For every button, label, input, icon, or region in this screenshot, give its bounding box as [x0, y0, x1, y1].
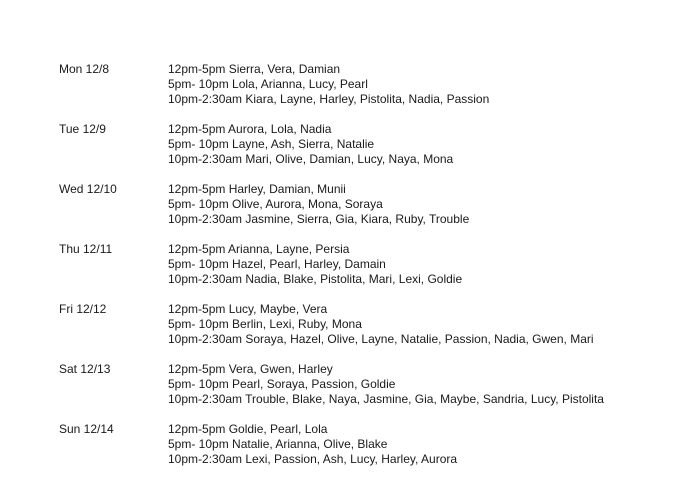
shift-line: 10pm-2:30am Nadia, Blake, Pistolita, Mari, Lexi, Goldie: [168, 272, 463, 286]
day-label: Thu 12/11: [59, 242, 113, 256]
day-block-mon: [59, 62, 679, 107]
shift-line: 5pm- 10pm Hazel, Pearl, Harley, Damain: [168, 257, 386, 271]
day-label: Tue 12/9: [59, 122, 106, 136]
day-block-tue: [59, 122, 679, 167]
shift-line: 12pm-5pm Harley, Damian, Munii: [168, 182, 346, 196]
day-label: Wed 12/10: [59, 182, 117, 196]
shift-line: 10pm-2:30am Trouble, Blake, Naya, Jasmine, Gia, Maybe, Sandria, Lucy, Pistolita: [168, 392, 604, 406]
shift-line: 10pm-2:30am Jasmine, Sierra, Gia, Kiara, Ruby, Trouble: [168, 212, 470, 226]
day-label: Fri 12/12: [59, 302, 107, 316]
shift-list: [168, 122, 679, 167]
shift-line: 5pm- 10pm Berlin, Lexi, Ruby, Mona: [168, 317, 362, 331]
shift-line: 5pm- 10pm Olive, Aurora, Mona, Soraya: [168, 197, 383, 211]
day-label: Sat 12/13: [59, 362, 111, 376]
shift-line: 12pm-5pm Aurora, Lola, Nadia: [168, 122, 332, 136]
shift-list: [168, 242, 679, 287]
shift-line: 12pm-5pm Lucy, Maybe, Vera: [168, 302, 328, 316]
day-block-sat: [59, 362, 679, 407]
shift-line: 12pm-5pm Vera, Gwen, Harley: [168, 362, 333, 376]
shift-list: [168, 302, 679, 347]
weekly-schedule: [59, 62, 679, 482]
shift-line: 12pm-5pm Sierra, Vera, Damian: [168, 62, 341, 76]
day-block-sun: [59, 422, 679, 467]
shift-line: 5pm- 10pm Natalie, Arianna, Olive, Blake: [168, 437, 388, 451]
shift-line: 5pm- 10pm Pearl, Soraya, Passion, Goldie: [168, 377, 396, 391]
shift-line: 12pm-5pm Goldie, Pearl, Lola: [168, 422, 328, 436]
shift-list: [168, 422, 679, 467]
day-label: Mon 12/8: [59, 62, 110, 76]
shift-line: 5pm- 10pm Lola, Arianna, Lucy, Pearl: [168, 77, 368, 91]
shift-list: [168, 62, 679, 107]
shift-line: 10pm-2:30am Lexi, Passion, Ash, Lucy, Harley, Aurora: [168, 452, 458, 466]
shift-line: 5pm- 10pm Layne, Ash, Sierra, Natalie: [168, 137, 375, 151]
day-block-wed: [59, 182, 679, 227]
shift-list: [168, 362, 679, 407]
day-block-fri: [59, 302, 679, 347]
shift-line: 10pm-2:30am Soraya, Hazel, Olive, Layne, Natalie, Passion, Nadia, Gwen, Mari: [168, 332, 594, 346]
shift-line: 10pm-2:30am Mari, Olive, Damian, Lucy, Naya, Mona: [168, 152, 454, 166]
day-label: Sun 12/14: [59, 422, 114, 436]
shift-list: [168, 182, 679, 227]
day-block-thu: [59, 242, 679, 287]
shift-line: 12pm-5pm Arianna, Layne, Persia: [168, 242, 350, 256]
shift-line: 10pm-2:30am Kiara, Layne, Harley, Pistolita, Nadia, Passion: [168, 92, 490, 106]
